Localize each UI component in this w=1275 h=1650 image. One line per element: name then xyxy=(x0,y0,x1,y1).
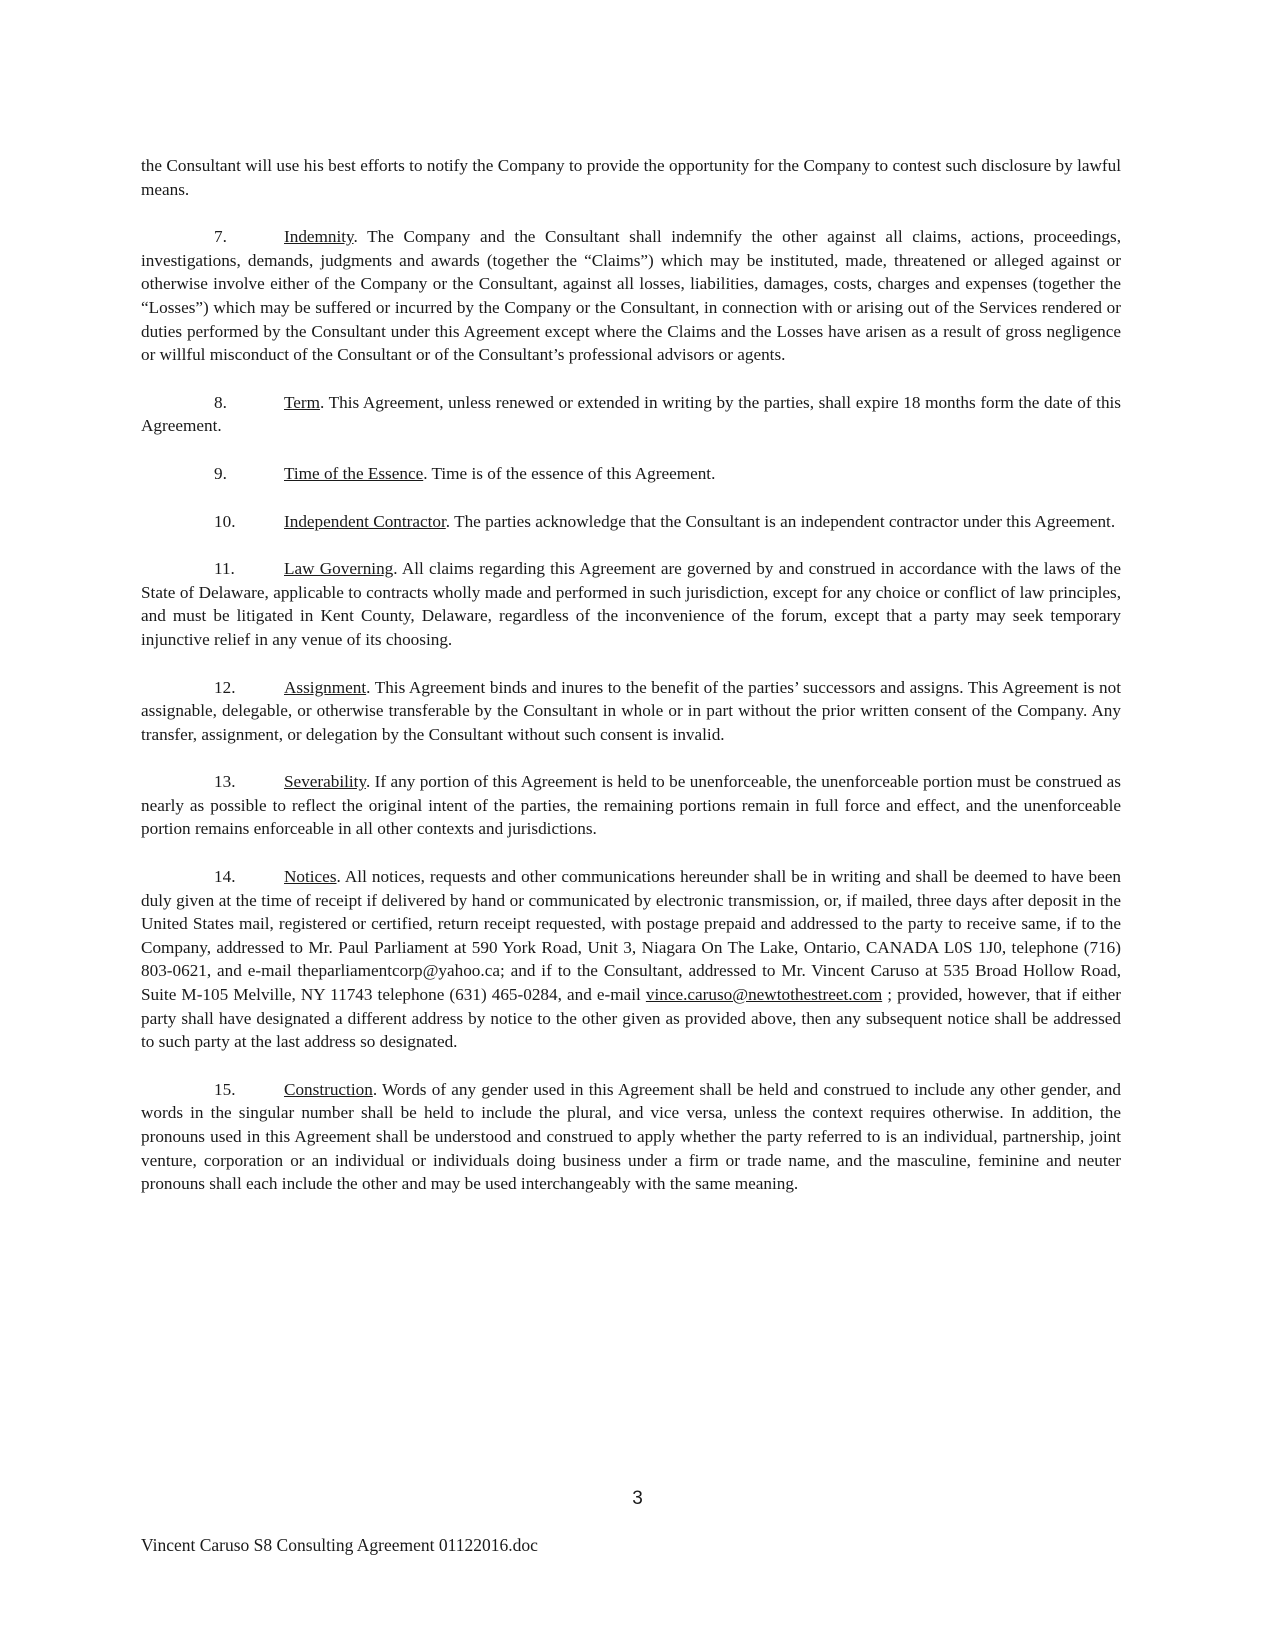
section-heading: Indemnity xyxy=(284,227,354,247)
section-number: 14. xyxy=(214,867,236,887)
section-number: 12. xyxy=(214,677,236,697)
section-text: . All notices, requests and other communications hereunder shall be in writing and shall be deemed to have been duly given at the time of receipt if delivered by hand or communicated by electronic transmission, or, if mailed, three days after deposit in the United States mail, registered or certified, return receipt requested, with postage prepaid and addressed to the party to receive same, if to the Company, addressed to Mr. Paul Parliament at 590 York Road, Unit 3, Niagara On The Lake, Ontario, CANADA L0S 1J0, telephone (716) 803-0621, and e-mail theparliamentcorp@yahoo.ca; and if to the Consultant, addressed to Mr. Vincent Caruso at 535 Broad Hollow Road, Suite M-105 Melville, NY 11743 telephone (631) 465-0284, and e-mail xyxy=(141,867,1121,1005)
section-heading: Construction xyxy=(284,1079,373,1099)
section-11-law-governing xyxy=(141,557,1121,651)
section-heading: Independent Contractor xyxy=(284,511,446,531)
section-number: 7. xyxy=(214,227,227,247)
section-text: . This Agreement binds and inures to the benefit of the parties’ successors and assigns. This Agreement is not assignable, delegable, or otherwise transferable by the Consultant in whole or in part without the prior written consent of the Company. Any transfer, assignment, or delegation by the Consultant without such consent is invalid. xyxy=(141,677,1121,744)
page-number: 3 xyxy=(632,1488,643,1509)
section-number: 13. xyxy=(214,772,236,792)
section-text-continued: ; provided, however, that if either party shall have designated a different address by notice to the other given as provided above, then any subsequent notice shall be addressed to such party at the last address so designated. xyxy=(141,985,1121,1052)
section-text: . If any portion of this Agreement is held to be unenforceable, the unenforceable portion must be construed as nearly as possible to reflect the original intent of the parties, the remaining portions remain in full force and effect, and the unenforceable portion remains enforceable in all other contexts and jurisdictions. xyxy=(141,772,1121,839)
section-number: 11. xyxy=(214,559,235,579)
intro-paragraph xyxy=(141,154,1121,201)
section-number: 8. xyxy=(214,392,227,412)
section-heading: Law Governing xyxy=(284,559,394,579)
section-15-construction xyxy=(141,1078,1121,1196)
section-8-term xyxy=(141,391,1121,438)
section-12-assignment xyxy=(141,676,1121,747)
section-7-indemnity xyxy=(141,225,1121,367)
document-footer: Vincent Caruso S8 Consulting Agreement 01122016.doc xyxy=(141,1535,538,1555)
section-number: 15. xyxy=(214,1079,236,1099)
section-14-notices xyxy=(141,865,1121,1054)
section-text: . Words of any gender used in this Agreement shall be held and construed to include any other gender, and words in the singular number shall be held to include the plural, and vice versa, unless the context requires otherwise. In addition, the pronouns used in this Agreement shall be understood and construed to apply whether the party referred to is an individual, partnership, joint venture, corporation or an individual or individuals doing business under a firm or trade name, and the masculine, feminine and neuter pronouns shall each include the other and may be used interchangeably with the same meaning. xyxy=(141,1079,1121,1194)
consultant-email-link[interactable]: vince.caruso@newtothestreet.com xyxy=(645,985,883,1005)
section-number: 10. xyxy=(214,511,236,531)
section-heading: Term xyxy=(284,392,321,412)
document-body xyxy=(141,154,1121,1220)
section-text: . Time is of the essence of this Agreement. xyxy=(423,463,716,483)
section-13-severability xyxy=(141,770,1121,841)
section-text: . All claims regarding this Agreement are governed by and construed in accordance with the laws of the State of Delaware, applicable to contracts wholly made and performed in such jurisdiction, except for any choice or conflict of law principles, and must be litigated in Kent County, Delaware, regardless of the inconvenience of the forum, except that a party may seek temporary injunctive relief in any venue of its choosing. xyxy=(141,559,1121,649)
section-heading: Notices xyxy=(284,867,337,887)
section-heading: Time of the Essence xyxy=(284,463,424,483)
section-text: . This Agreement, unless renewed or extended in writing by the parties, shall expire 18 months form the date of this Agreement. xyxy=(141,392,1121,436)
section-text: . The Company and the Consultant shall indemnify the other against all claims, actions, proceedings, investigations, demands, judgments and awards (together the “Claims”) which may be instituted, made, threatened or alleged against or otherwise involve either of the Company or the Consultant, against all losses, liabilities, damages, costs, charges and expenses (together the “Losses”) which may be suffered or incurred by the Company or the Consultant, in connection with or arising out of the Services rendered or duties performed by the Consultant under this Agreement except where the Claims and the Losses have arisen as a result of gross negligence or willful misconduct of the Consultant or of the Consultant’s professional advisors or agents. xyxy=(141,227,1121,365)
section-heading: Assignment xyxy=(284,677,367,697)
section-text: . The parties acknowledge that the Consultant is an independent contractor under this Agreement. xyxy=(445,511,1116,531)
section-number: 9. xyxy=(214,463,227,483)
section-9-time-of-essence xyxy=(141,462,1121,486)
section-10-independent-contractor xyxy=(141,510,1121,534)
intro-text: the Consultant will use his best efforts to notify the Company to provide the opportunity for the Company to contest such disclosure by lawful means. xyxy=(141,156,1121,199)
section-heading: Severability xyxy=(284,772,366,792)
